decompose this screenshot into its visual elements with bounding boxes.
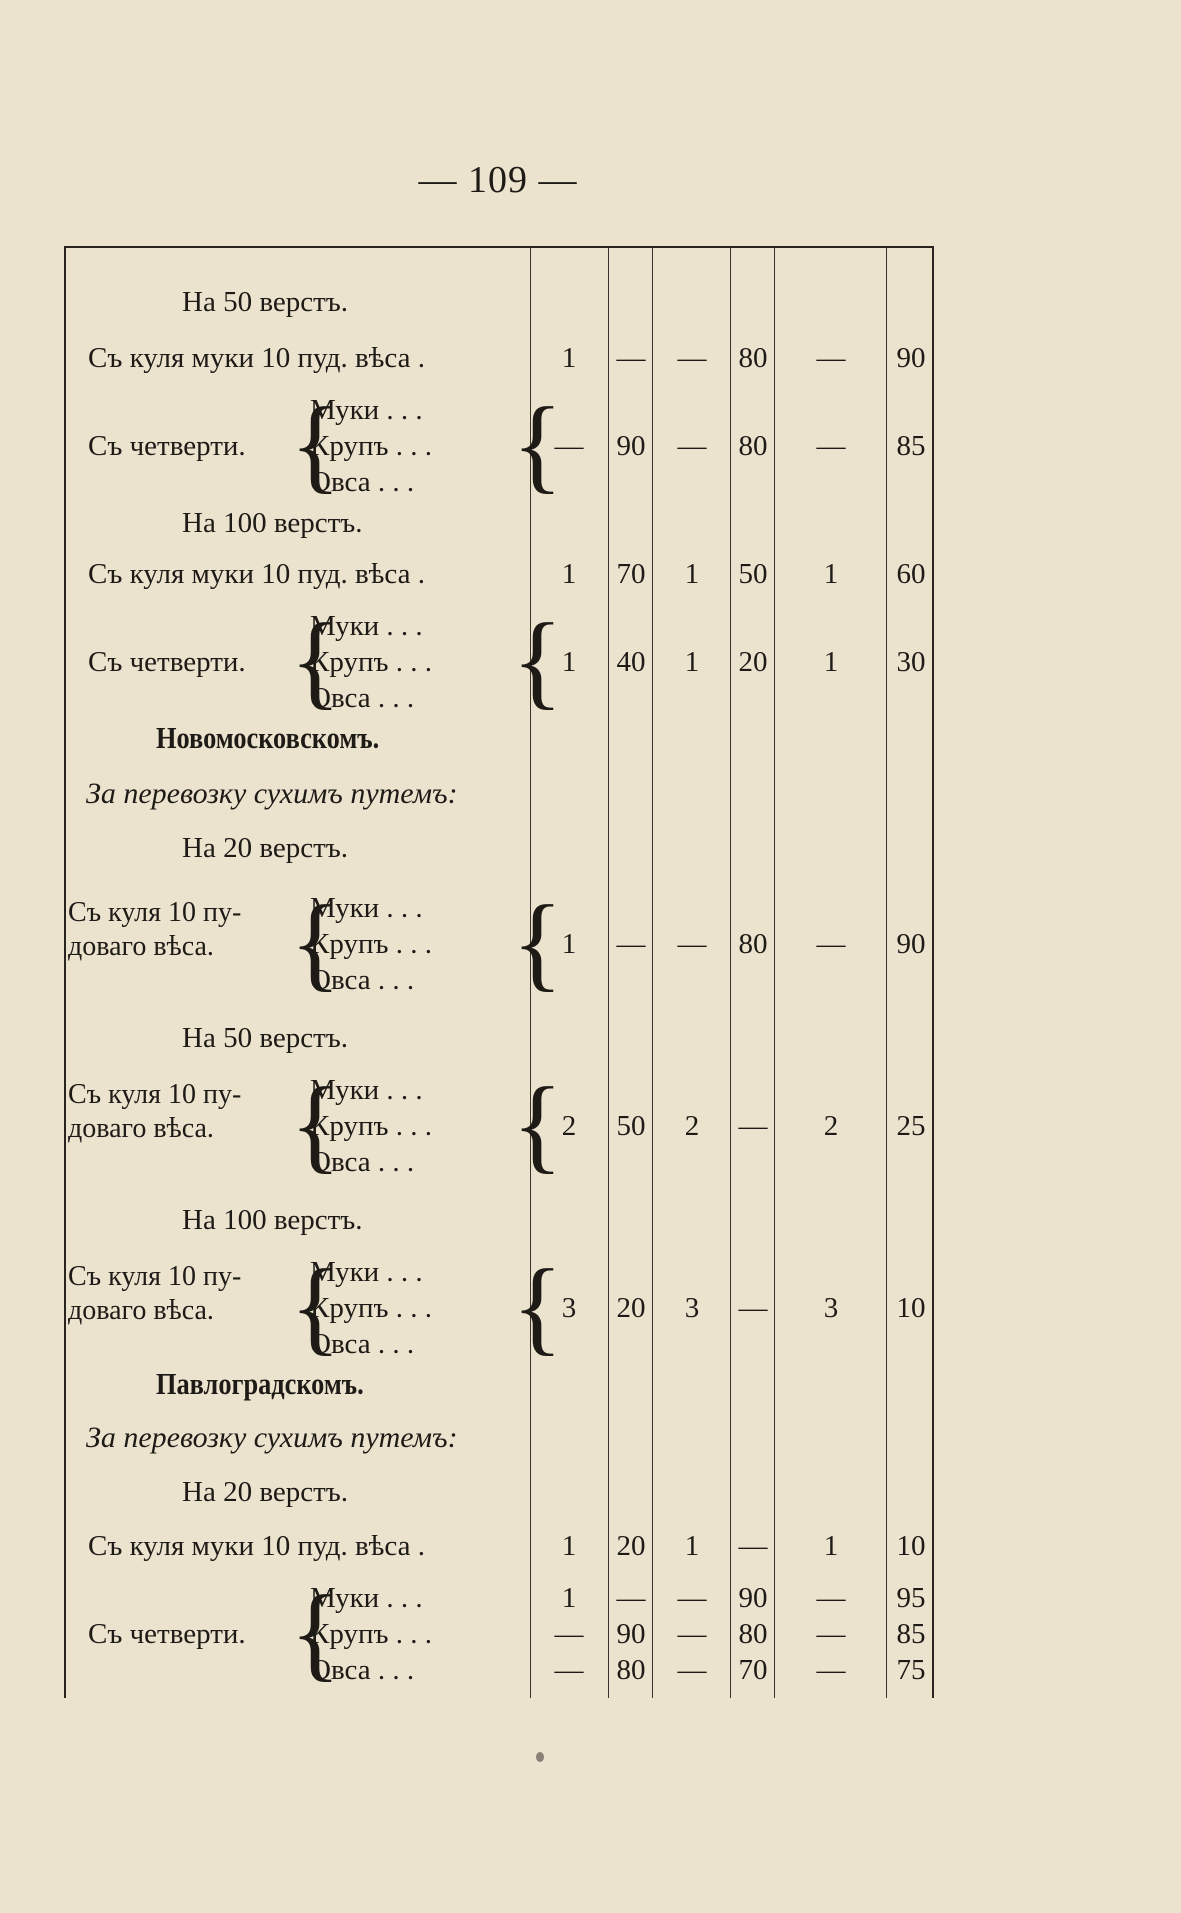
value-cell: — (738, 1110, 768, 1142)
value-cell: 60 (896, 558, 926, 590)
value-cell: — (677, 928, 707, 960)
section-heading: Новомосковскомъ. (156, 720, 380, 755)
row-label: Съ куля муки 10 пуд. вѣса . (88, 558, 425, 590)
value-cell: — (616, 1582, 646, 1614)
group-label: Съ четверти. (88, 1618, 246, 1650)
value-cell: — (816, 1582, 846, 1614)
value-cell: — (816, 342, 846, 374)
value-cell: 1 (684, 558, 700, 590)
value-cell: — (677, 1618, 707, 1650)
section-heading: Павлоградскомъ. (156, 1366, 364, 1401)
paper-speck (536, 1752, 544, 1762)
value-cell: 1 (561, 1530, 577, 1562)
section-subheading: На 20 верстъ. (182, 1476, 348, 1508)
column-divider (886, 248, 887, 1698)
value-cell: 90 (896, 342, 926, 374)
value-cell: 85 (896, 430, 926, 462)
value-cell: 2 (823, 1110, 839, 1142)
group-item: Крупъ . . . (310, 646, 432, 678)
value-cell: 30 (896, 646, 926, 678)
value-cell: 40 (616, 646, 646, 678)
brace: { (290, 602, 341, 719)
value-cell: — (554, 1618, 584, 1650)
column-divider (730, 248, 731, 1698)
section-subheading: На 50 верстъ. (182, 286, 348, 318)
brace: { (512, 1066, 563, 1183)
group-item: Овса . . . (310, 964, 415, 996)
group-item: Овса . . . (310, 1328, 415, 1360)
value-cell: — (816, 928, 846, 960)
brace: { (512, 884, 563, 1001)
value-cell: 1 (823, 646, 839, 678)
value-cell: 1 (561, 558, 577, 590)
value-cell: 80 (738, 1618, 768, 1650)
value-cell: 10 (896, 1530, 926, 1562)
value-cell: — (677, 342, 707, 374)
value-cell: 50 (616, 1110, 646, 1142)
value-cell: 90 (896, 928, 926, 960)
value-cell: 1 (561, 928, 577, 960)
value-cell: 2 (561, 1110, 577, 1142)
value-cell: 70 (616, 558, 646, 590)
group-item: Муки . . . (310, 394, 423, 426)
group-item: Муки . . . (310, 1074, 423, 1106)
value-cell: 3 (561, 1292, 577, 1324)
brace: { (512, 386, 563, 503)
section-subheading: На 50 верстъ. (182, 1022, 348, 1054)
value-cell: 80 (738, 928, 768, 960)
value-cell: — (816, 430, 846, 462)
group-label: Съ куля 10 пу- доваго вѣса. (68, 1261, 242, 1326)
value-cell: 1 (684, 646, 700, 678)
page-number: — 109 — (418, 159, 578, 201)
value-cell: 1 (561, 646, 577, 678)
brace: { (512, 602, 563, 719)
column-divider (608, 248, 609, 1698)
column-divider (652, 248, 653, 1698)
value-cell: 90 (738, 1582, 768, 1614)
group-item: Муки . . . (310, 892, 423, 924)
value-cell: — (677, 430, 707, 462)
value-cell: 80 (738, 342, 768, 374)
group-item: Крупъ . . . (310, 1110, 432, 1142)
value-cell: 1 (823, 558, 839, 590)
group-label: Съ четверти. (88, 430, 246, 462)
brace: { (512, 1248, 563, 1365)
value-cell: 20 (738, 646, 768, 678)
value-cell: — (616, 342, 646, 374)
value-cell: 1 (684, 1530, 700, 1562)
value-cell: 10 (896, 1292, 926, 1324)
group-item: Крупъ . . . (310, 430, 432, 462)
value-cell: — (816, 1654, 846, 1686)
value-cell: — (738, 1530, 768, 1562)
value-cell: 90 (616, 430, 646, 462)
value-cell: — (554, 430, 584, 462)
value-cell: 1 (823, 1530, 839, 1562)
group-item: Овса . . . (310, 1654, 415, 1686)
brace: { (290, 1066, 341, 1183)
value-cell: 75 (896, 1654, 926, 1686)
column-divider (774, 248, 775, 1698)
brace: { (290, 1574, 341, 1691)
section-note: За перевозку сухимъ путемъ: (86, 1421, 458, 1454)
group-label: Съ четверти. (88, 646, 246, 678)
section-subheading: На 100 верстъ. (182, 1204, 363, 1236)
row-label: Съ куля муки 10 пуд. вѣса . (88, 1530, 425, 1562)
brace: { (290, 884, 341, 1001)
row-label: Съ куля муки 10 пуд. вѣса . (88, 342, 425, 374)
brace: { (290, 1248, 341, 1365)
value-cell: — (554, 1654, 584, 1686)
value-cell: — (816, 1618, 846, 1650)
group-label: Съ куля 10 пу- доваго вѣса. (68, 897, 242, 962)
group-item: Муки . . . (310, 1582, 423, 1614)
value-cell: — (616, 928, 646, 960)
value-cell: 85 (896, 1618, 926, 1650)
group-item: Муки . . . (310, 610, 423, 642)
group-item: Крупъ . . . (310, 1618, 432, 1650)
value-cell: 1 (561, 1582, 577, 1614)
section-note: За перевозку сухимъ путемъ: (86, 777, 458, 810)
group-item: Крупъ . . . (310, 928, 432, 960)
value-cell: 3 (823, 1292, 839, 1324)
brace: { (290, 386, 341, 503)
value-cell: 90 (616, 1618, 646, 1650)
value-cell: — (738, 1292, 768, 1324)
value-cell: 80 (616, 1654, 646, 1686)
value-cell: 20 (616, 1292, 646, 1324)
value-cell: 95 (896, 1582, 926, 1614)
value-cell: — (677, 1654, 707, 1686)
group-item: Крупъ . . . (310, 1292, 432, 1324)
section-subheading: На 20 верстъ. (182, 832, 348, 864)
value-cell: 1 (561, 342, 577, 374)
value-cell: — (677, 1582, 707, 1614)
group-item: Овса . . . (310, 682, 415, 714)
table-frame (64, 246, 934, 1698)
group-item: Овса . . . (310, 1146, 415, 1178)
group-item: Муки . . . (310, 1256, 423, 1288)
value-cell: 50 (738, 558, 768, 590)
value-cell: 2 (684, 1110, 700, 1142)
value-cell: 25 (896, 1110, 926, 1142)
value-cell: 70 (738, 1654, 768, 1686)
value-cell: 80 (738, 430, 768, 462)
group-label: Съ куля 10 пу- доваго вѣса. (68, 1079, 242, 1144)
left-border (64, 248, 66, 1698)
value-cell: 3 (684, 1292, 700, 1324)
section-subheading: На 100 верстъ. (182, 507, 363, 539)
group-item: Овса . . . (310, 466, 415, 498)
value-cell: 20 (616, 1530, 646, 1562)
